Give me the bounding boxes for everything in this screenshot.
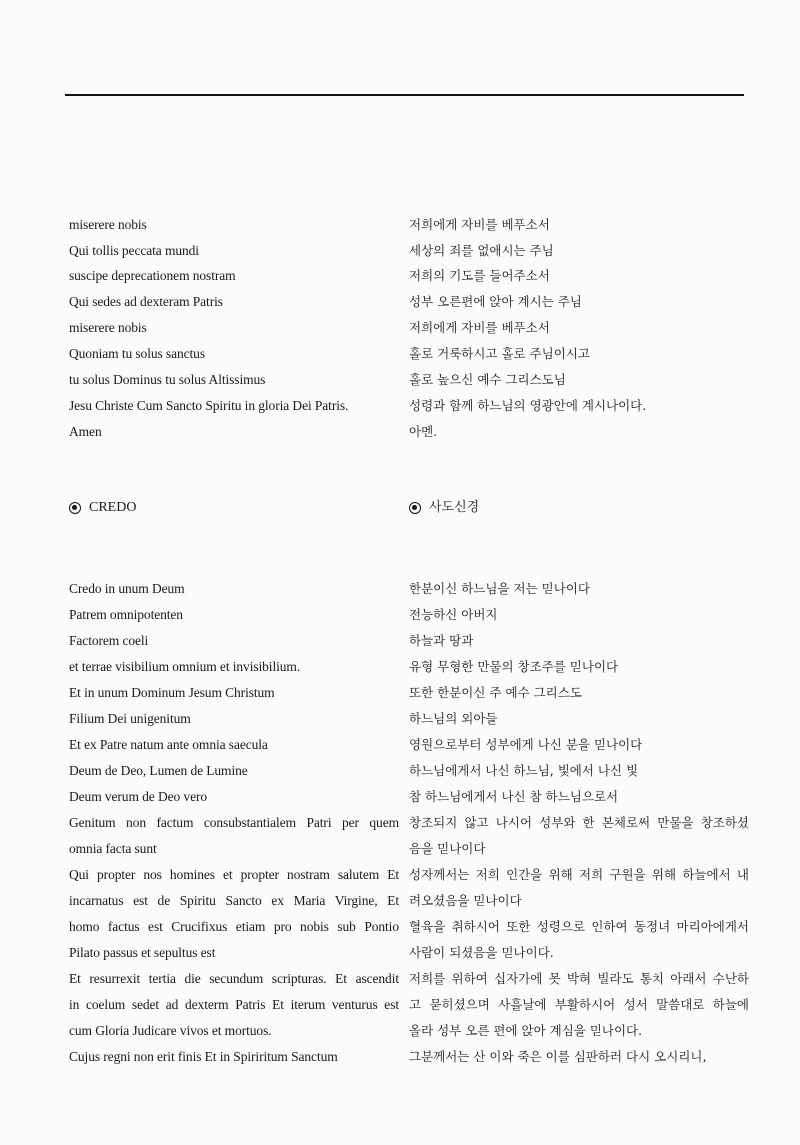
- credo-korean-line: 유형 무형한 만물의 창조주를 믿나이다: [409, 659, 619, 674]
- circle-bullet-icon: [69, 502, 81, 514]
- credo-latin-line: Deum de Deo, Lumen de Lumine: [69, 763, 248, 778]
- credo-latin-line: Pilato passus et sepultus est: [69, 945, 216, 960]
- gloria-korean-line: 세상의 죄를 없애시는 주님: [409, 243, 554, 258]
- gloria-korean-line: 성령과 함께 하느님의 영광안에 계시나이다.: [409, 398, 647, 413]
- gloria-korean-line: 저희에게 자비를 베푸소서: [409, 217, 550, 232]
- credo-korean-line: 성자께서는 저희 인간을 위해 저희 구원을 위해 하늘에서 내: [409, 867, 749, 882]
- credo-latin-line: Qui propter nos homines et propter nostram salutem Et: [69, 867, 399, 882]
- credo-latin-line: homo factus est Crucifixus etiam pro nobis sub Pontio: [69, 919, 399, 934]
- credo-heading-korean: [409, 498, 479, 518]
- gloria-latin-line: suscipe deprecationem nostram: [69, 268, 236, 283]
- credo-korean-line: 창조되지 않고 나시어 성부와 한 본체로써 만물을 창조하셨: [409, 815, 749, 830]
- credo-latin-line: Et resurrexit tertia die secundum scripturas. Et ascendit: [69, 971, 399, 986]
- gloria-korean-line: 아멘.: [409, 424, 438, 439]
- credo-korean-line: 고 묻히셨으며 사흘날에 부활하시어 성서 말씀대로 하늘에: [409, 997, 749, 1012]
- credo-korean-line: 사람이 되셨음을 믿나이다.: [409, 945, 554, 960]
- credo-latin-line: omnia facta sunt: [69, 841, 157, 856]
- credo-latin-line: Credo in unum Deum: [69, 581, 185, 596]
- gloria-korean-line: 저희에게 자비를 베푸소서: [409, 320, 550, 335]
- credo-korean-line: 또한 한분이신 주 예수 그리스도: [409, 685, 582, 700]
- credo-latin-line: Filium Dei unigenitum: [69, 711, 191, 726]
- gloria-korean-line: 저희의 기도를 들어주소서: [409, 268, 550, 283]
- top-horizontal-rule: [65, 94, 744, 96]
- credo-latin-line: Genitum non factum consubstantialem Patri per quem: [69, 815, 399, 830]
- gloria-korean-line: 성부 오른편에 앉아 계시는 주님: [409, 294, 582, 309]
- credo-korean-line: 한분이신 하느님을 저는 믿나이다: [409, 581, 590, 596]
- credo-latin-line: in coelum sedet ad dexterm Patris Et iterum venturus est: [69, 997, 399, 1012]
- credo-latin-line: Patrem omnipotenten: [69, 607, 183, 622]
- credo-korean-line: 저희를 위하여 십자가에 못 박혀 빌라도 통치 아래서 수난하: [409, 971, 749, 986]
- gloria-latin-line: miserere nobis: [69, 320, 147, 335]
- credo-heading-latin: [69, 498, 136, 518]
- credo-korean-line: 영원으로부터 성부에게 나신 분을 믿나이다: [409, 737, 643, 752]
- credo-korean-line: 음을 믿나이다: [409, 841, 486, 856]
- credo-latin-line: Deum verum de Deo vero: [69, 789, 208, 804]
- credo-latin-line: Et in unum Dominum Jesum Christum: [69, 685, 275, 700]
- credo-korean-line: 하늘과 땅과: [409, 633, 474, 648]
- gloria-latin-line: miserere nobis: [69, 217, 147, 232]
- credo-latin-line: Factorem coeli: [69, 633, 149, 648]
- credo-latin-line: cum Gloria Judicare vivos et mortuos.: [69, 1023, 272, 1038]
- credo-korean-line: 려오셨음을 믿나이다: [409, 893, 522, 908]
- gloria-latin-line: Amen: [69, 424, 102, 439]
- credo-korean-line: 그분께서는 산 이와 죽은 이를 심판하러 다시 오시리니,: [409, 1049, 707, 1064]
- credo-korean-line: 전능하신 아버지: [409, 607, 498, 622]
- gloria-latin-line: Quoniam tu solus sanctus: [69, 346, 205, 361]
- gloria-latin-line: tu solus Dominus tu solus Altissimus: [69, 372, 266, 387]
- credo-korean-line: 올라 성부 오른 편에 앉아 계심을 믿나이다.: [409, 1023, 643, 1038]
- credo-latin-line: incarnatus est de Spiritu Sancto ex Maria Virgine, Et: [69, 893, 399, 908]
- credo-heading-latin-text: CREDO: [89, 500, 137, 515]
- credo-korean-line: 하느님에게서 나신 하느님, 빛에서 나신 빛: [409, 763, 639, 778]
- gloria-korean-line: 홀로 거룩하시고 홀로 주님이시고: [409, 346, 590, 361]
- gloria-korean-line: 홀로 높으신 예수 그리스도님: [409, 372, 566, 387]
- circle-bullet-icon: [409, 502, 421, 514]
- credo-latin-line: Cujus regni non erit finis Et in Spiriritum Sanctum: [69, 1049, 338, 1064]
- credo-korean-line: 하느님의 외아들: [409, 711, 498, 726]
- credo-latin-line: Et ex Patre natum ante omnia saecula: [69, 737, 268, 752]
- credo-korean-line: 참 하느님에게서 나신 참 하느님으로서: [409, 789, 619, 804]
- credo-korean-line: 혈육을 취하시어 또한 성령으로 인하여 동정녀 마리아에게서: [409, 919, 749, 934]
- gloria-latin-line: Jesu Christe Cum Sancto Spiritu in gloria Dei Patris.: [69, 398, 349, 413]
- gloria-latin-line: Qui sedes ad dexteram Patris: [69, 294, 223, 309]
- credo-heading-korean-text: 사도신경: [429, 500, 480, 515]
- credo-latin-line: et terrae visibilium omnium et invisibilium.: [69, 659, 301, 674]
- gloria-latin-line: Qui tollis peccata mundi: [69, 243, 199, 258]
